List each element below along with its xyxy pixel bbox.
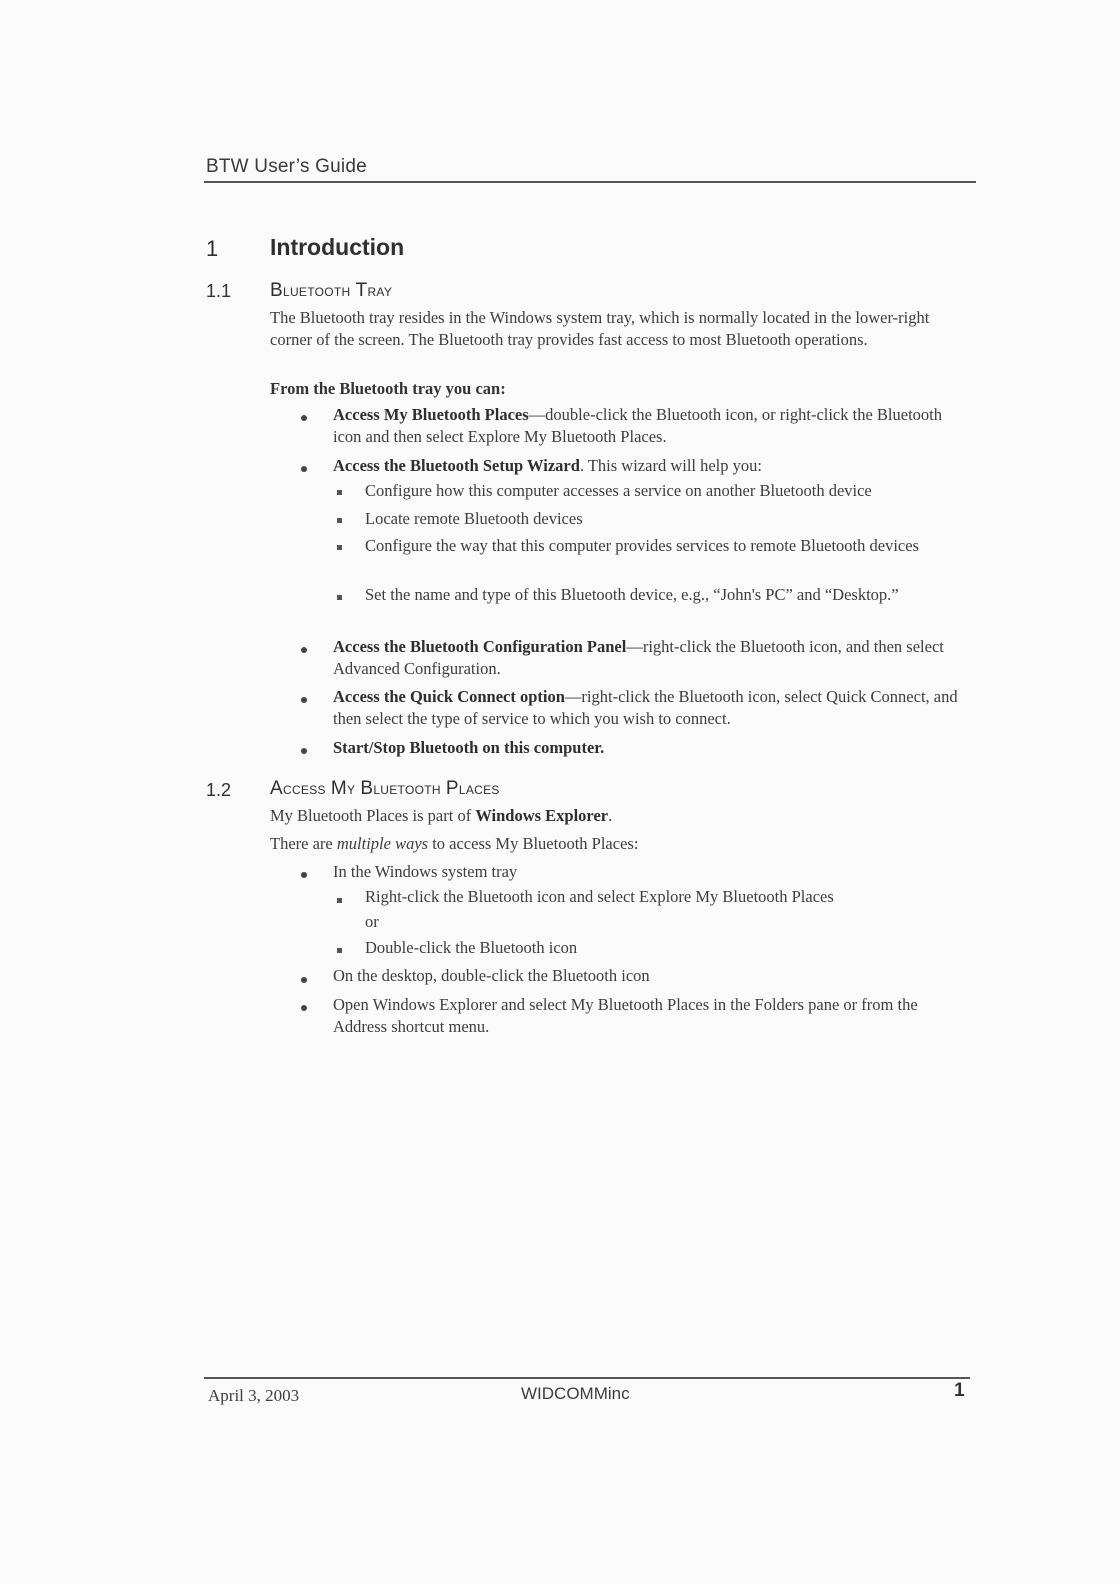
bullet-dot	[301, 415, 307, 421]
section-2-number: 1.2	[206, 780, 232, 800]
or-text: or	[365, 912, 379, 931]
list-item: Start/Stop Bluetooth on this computer.	[333, 738, 605, 757]
bullet-dot	[301, 1005, 307, 1011]
list-item: In the Windows system tray	[333, 862, 518, 881]
bullet-square	[337, 595, 342, 600]
list-item: Access the Bluetooth Setup Wizard. This wizard will help you:	[333, 456, 762, 475]
bullet-dot	[301, 647, 307, 653]
chapter-number: 1	[206, 236, 219, 261]
bullet-square	[337, 545, 342, 550]
bullet-square	[337, 518, 342, 523]
list-item: Access the Bluetooth Configuration Panel—right-click the Bluetooth icon, and then select Advanced Configuration.	[333, 637, 944, 678]
sub-list-item: Set the name and type of this Bluetooth device, e.g., “John's PC” and “Desktop.”	[365, 585, 899, 604]
sub-list-item: Configure the way that this computer provides services to remote Bluetooth devices	[365, 536, 919, 555]
bullet-dot	[301, 697, 307, 703]
section-2-paragraph-2: There are multiple ways to access My Bluetooth Places:	[270, 834, 639, 853]
chapter-title: Introduction	[270, 234, 405, 260]
list-item: Access the Quick Connect option—right-click the Bluetooth icon, select Quick Connect, and then select the type of service to which you wish to connect.	[333, 687, 958, 728]
sub-list-item: Right-click the Bluetooth icon and select Explore My Bluetooth Places	[365, 887, 834, 906]
bullet-dot	[301, 466, 307, 472]
footer-date: April 3, 2003	[208, 1386, 300, 1405]
bullet-square	[337, 490, 342, 495]
section-1-paragraph: The Bluetooth tray resides in the Windows system tray, which is normally located in the lower-right corner of the screen. The Bluetooth tray provides fast access to most Bluetooth operations.	[270, 308, 930, 349]
bullet-dot	[301, 872, 307, 878]
bullet-square	[337, 948, 342, 953]
section-1-title: Bluetooth Tray	[270, 280, 393, 301]
list-item: Open Windows Explorer and select My Bluetooth Places in the Folders pane or from the Address shortcut menu.	[333, 995, 918, 1036]
header-rule	[204, 181, 976, 183]
footer-company: WIDCOMMinc	[521, 1384, 630, 1403]
section-1-number: 1.1	[206, 281, 232, 301]
bullet-dot	[301, 977, 307, 983]
page-number: 1	[954, 1380, 965, 1401]
sub-list-item: Locate remote Bluetooth devices	[365, 509, 583, 528]
section-1-lead: From the Bluetooth tray you can:	[270, 379, 506, 398]
list-item: Access My Bluetooth Places—double-click the Bluetooth icon, or right-click the Bluetooth icon and then select Explore My Bluetooth Places.	[333, 405, 942, 446]
section-2-title: Access My Bluetooth Places	[270, 778, 500, 799]
section-2-paragraph-1: My Bluetooth Places is part of Windows Explorer.	[270, 806, 613, 825]
running-header: BTW User’s Guide	[206, 156, 367, 177]
bullet-square	[337, 898, 342, 903]
bullet-dot	[301, 748, 307, 754]
footer-rule	[204, 1377, 970, 1379]
sub-list-item: Configure how this computer accesses a service on another Bluetooth device	[365, 481, 872, 500]
list-item: On the desktop, double-click the Bluetooth icon	[333, 966, 650, 985]
sub-list-item: Double-click the Bluetooth icon	[365, 938, 578, 957]
